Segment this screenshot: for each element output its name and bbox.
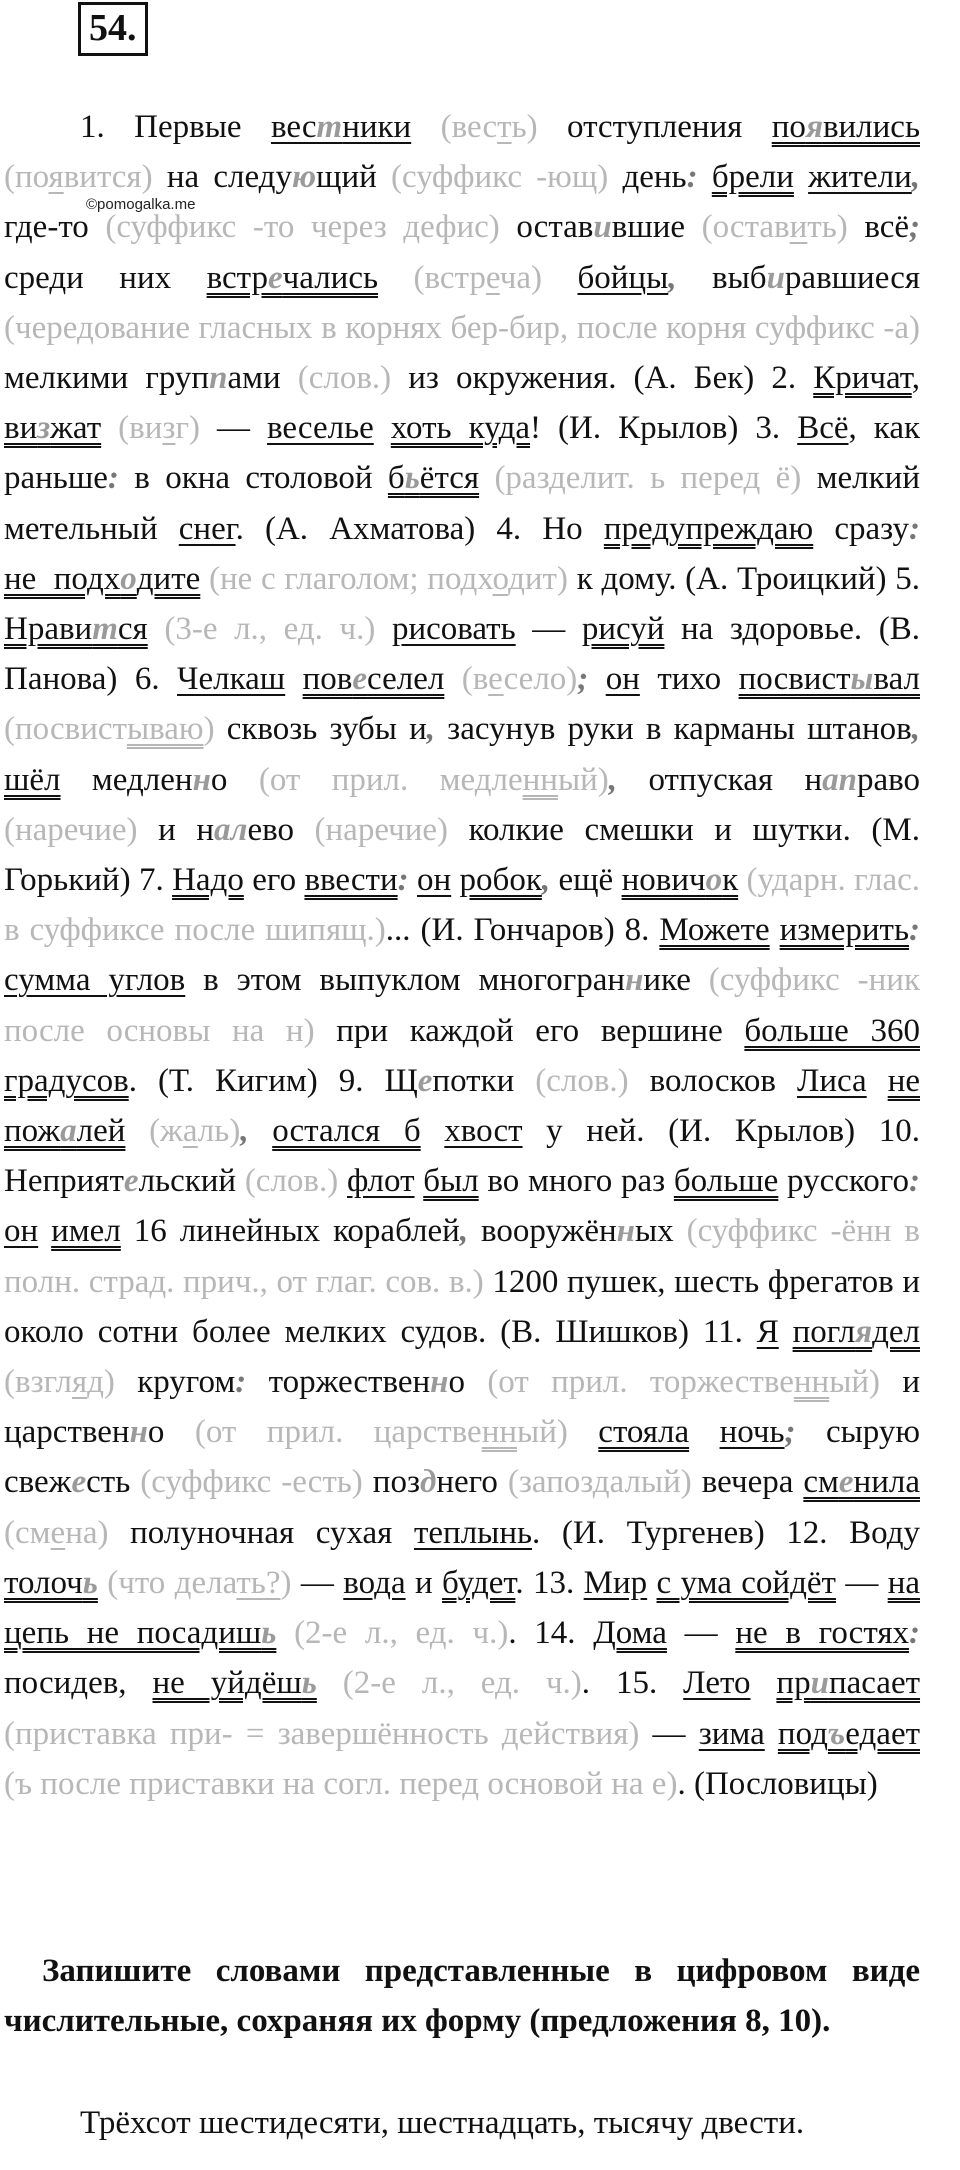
exercise-number: 54. xyxy=(78,2,148,56)
exercise-text: 1. Первые вестники (весть) отступления появились (появится) на следующий (суффикс -ющ) день: брели жители, где-то (суффикс -то через дефис) оставившие (оставить) всё; среди них встречались (встреча) бойцы, выбиравшиеся (чередование гласных в корнях бер-бир, после корня суффикс -а) мелкими группами (слов.) из окружения. (А. Бек) 2. Кричат, визжат (визг) — веселье хоть куда! (И. Крылов) 3. Всё, как раньше: в окна столовой бьётся (разделит. ь перед ё) мелкий метельный снег. (А. Ахматова) 4. Но предупреждаю сразу: не подходите (не с глаголом; подходит) к дому. (А. Троицкий) 5. Нравится (3-е л., ед. ч.) рисовать — рисуй на здоровье. (В. Панова) 6. Челкаш повеселел (весело); он тихо посвистывал (посвистываю) сквозь зубы и, засунув руки в карманы штанов, шёл медленно (от прил. медленный), отпуская направо (наречие) и налево (наречие) колкие смешки и шутки. (М. Горький) 7. Надо его ввести: он робок, ещё новичок (ударн. глас. в суффиксе после шипящ.)... (И. Гончаров) 8. Можете измерить: сумма углов в этом выпуклом многограннике (суффикс -ник после основы на н) при каждой его вершине больше 360 градусов. (Т. Кигим) 9. Щепотки (слов.) волосков Лиса не пожалей (жаль), остался б хвост у ней. (И. Крылов) 10. Неприятельский (слов.) флот был во много раз больше русского: он имел 16 линейных кораблей, вооружённых (суффикс -ённ в полн. страд. прич., от глаг. сов. в.) 1200 пушек, шесть фрегатов и около сотни более мелких судов. (В. Шишков) 11. Я поглядел (взгляд) кругом: торжественно (от прил. торжественный) и царственно (от прил. царственный) стояла ночь; сырую свежесть (суффикс -есть) позднего (запоздалый) вечера сменила (смена) полуночная сухая теплынь. (И. Тургенев) 12. Воду толочь (что делать?) — вода и будет. 13. Мир с ума сойдёт — на цепь не посадишь (2-е л., ед. ч.). 14. Дома — не в гостях: посидев, не уйдёшь (2-е л., ед. ч.). 15. Лето припасает (приставка при- = завершённость действия) — зима подъедает (ъ после приставки на согл. перед основой на е). (Пословицы) xyxy=(4,109,921,1802)
watermark: ©pomogalka.me xyxy=(86,196,196,213)
answer-text: Трёхсот шестидесяти, шестнадцать, тысячу двести. xyxy=(80,2105,805,2141)
task-instruction: Запишите словами представленные в цифровом виде числительные, сохраняя их форму (предложения 8, 10). xyxy=(4,1953,920,2039)
